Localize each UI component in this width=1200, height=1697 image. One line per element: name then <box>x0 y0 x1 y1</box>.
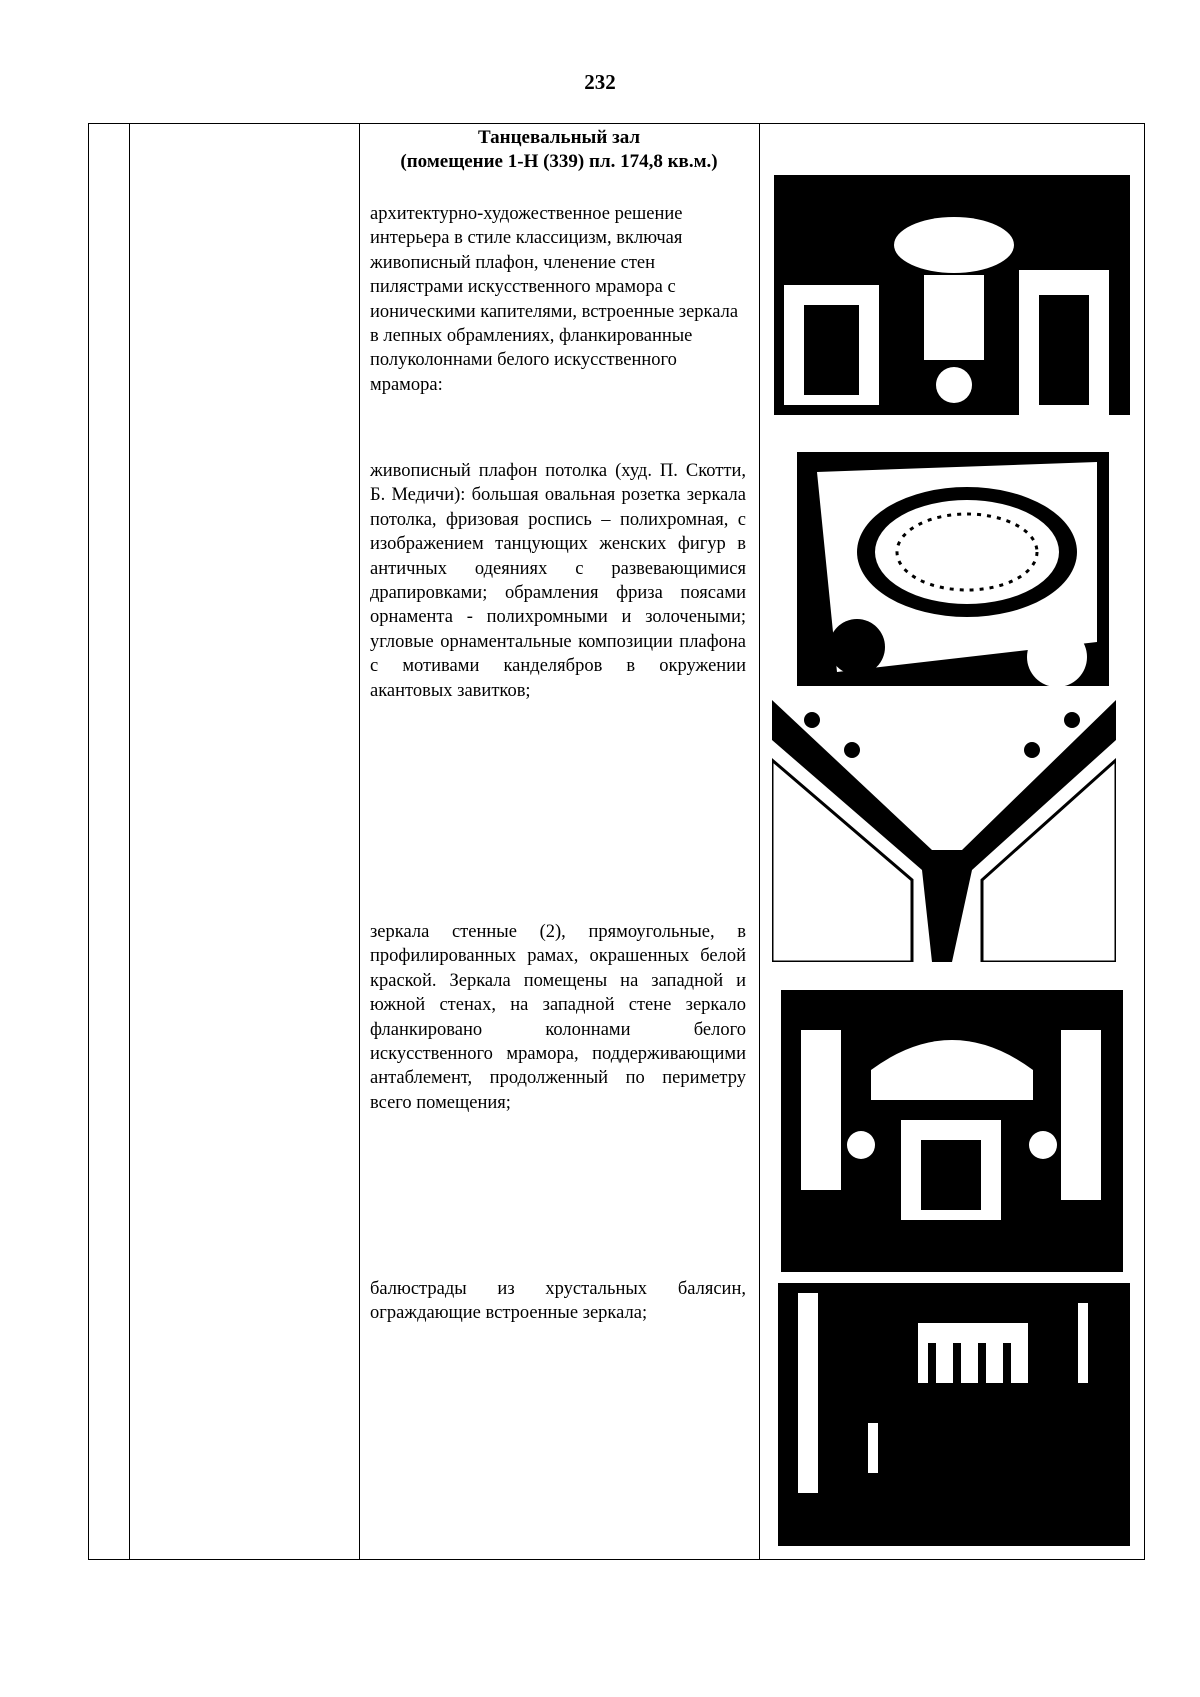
photo-wall-mirror <box>781 990 1123 1272</box>
section-heading <box>360 126 758 174</box>
description-paragraph-1: архитектурно-художественное решение интерьера в стиле классицизм, включая живописный плафон, членение стен пилястрами искусственного мрамора с ионическими капителями, встроенные зеркала в лепных обрамлениях, фланкированные полуколоннами белого искусственного мрамора: <box>370 204 739 395</box>
column-divider-3 <box>759 124 760 1559</box>
photo-hall-interior <box>774 175 1130 437</box>
photo-ceiling-corner <box>772 700 1116 962</box>
column-divider-1 <box>129 124 130 1559</box>
photo-balustrade <box>778 1283 1130 1546</box>
section-title-line2: (помещение 1-Н (339) пл. 174,8 кв.м.) <box>400 151 718 172</box>
photo-ceiling-rosette <box>797 452 1109 686</box>
ceiling-rosette-image <box>797 452 1109 686</box>
description-paragraph-4: балюстрады из хрустальных балясин, ограждающие встроенные зеркала; <box>370 1279 746 1324</box>
wall-mirror-image <box>781 990 1123 1272</box>
hall-interior-image <box>774 175 1130 437</box>
section-title-line1: Танцевальный зал <box>477 127 641 148</box>
ceiling-corner-image <box>772 700 1116 962</box>
description-paragraph-3: зеркала стенные (2), прямоугольные, в профилированных рамах, окрашенных белой краской. Зеркала помещены на западной и южной стенах, на западной стене зеркало фланкировано колоннами белого искусственного мрамора, поддерживающими антаблемент, продолженный по периметру всего помещения; <box>370 922 746 1113</box>
balustrade-image <box>778 1283 1130 1546</box>
column-divider-2 <box>359 124 360 1559</box>
page-number: 232 <box>584 70 616 94</box>
description-paragraph-2: живописный плафон потолка (худ. П. Скотти, Б. Медичи): большая овальная розетка зеркала потолка, фризовая роспись – полихромная, с изображением танцующих женских фигур в античных одеяниях с развевающимися драпировками; обрамления фриза поясами орнамента - полихромными и золочеными; угловые орнаментальные композиции плафона с мотивами канделябров в окружении акантовых завитков; <box>370 461 746 701</box>
